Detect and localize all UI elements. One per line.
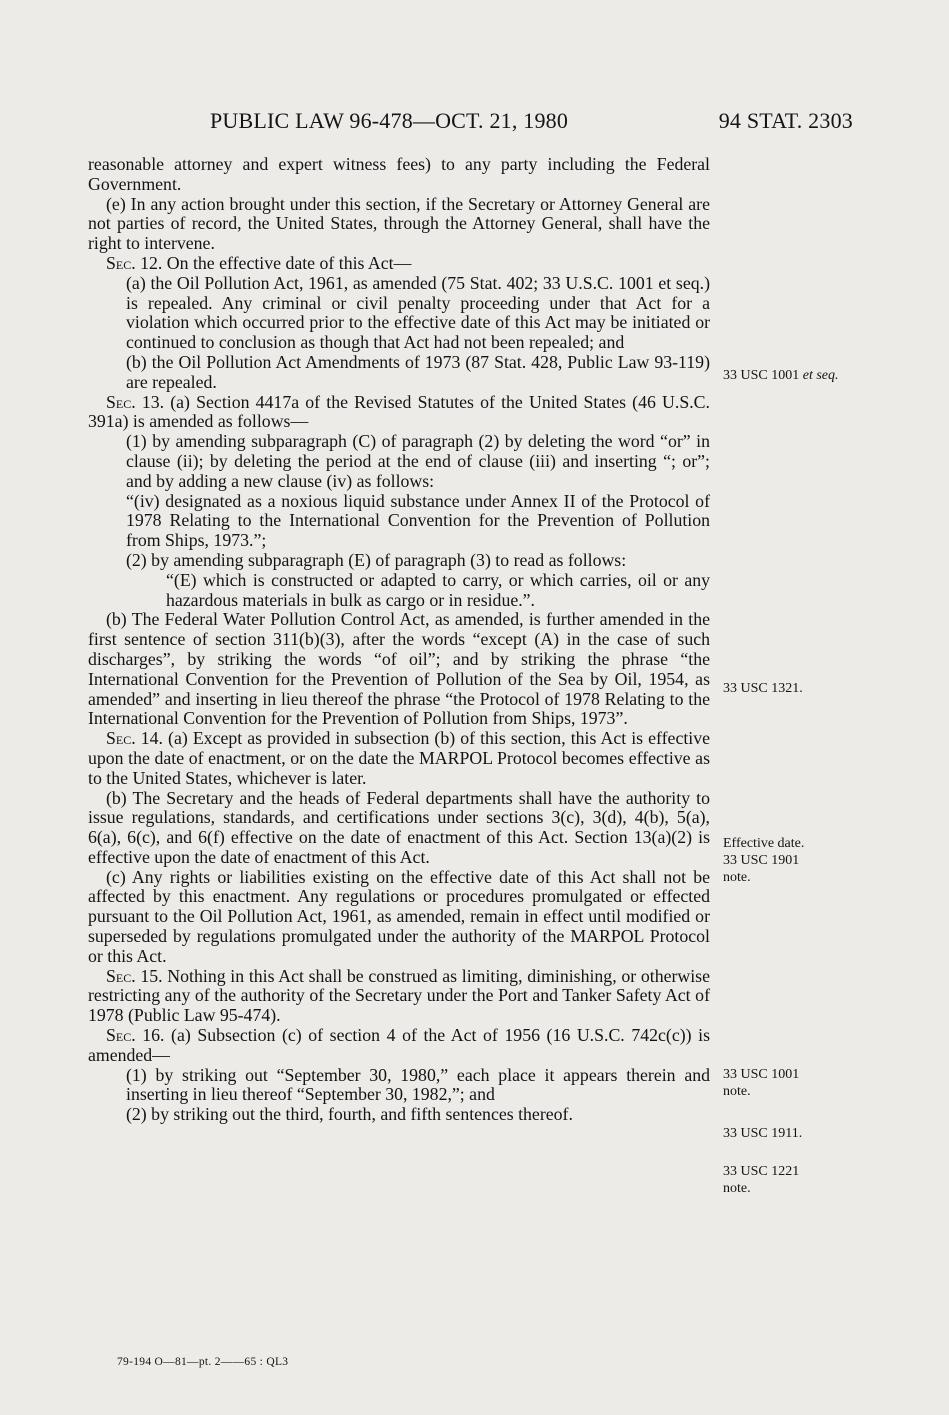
margin-note: 33 USC 1001 note. xyxy=(723,1067,800,1099)
statute-page-number: 94 STAT. 2303 xyxy=(718,108,853,133)
body-text xyxy=(88,155,710,1125)
print-footer: 79-194 O—81—pt. 2——65 : QL3 xyxy=(117,1356,289,1368)
paragraph: (2) by striking out the third, fourth, and fifth sentences thereof. xyxy=(126,1104,573,1125)
paragraph: (a) the Oil Pollution Act, 1961, as amended (75 Stat. 402; 33 U.S.C. 1001 et seq.) is repealed. Any criminal or civil penalty proceeding under that Act for a violation which occurred prior to the effective date of this Act may be initiated or continued to conclusion as though that Act had not been repealed; and xyxy=(126,272,710,353)
margin-note: 33 USC 1221 note. xyxy=(723,1164,800,1196)
section-heading: Sec. 12. On the effective date of this Act— xyxy=(106,252,412,273)
running-title: PUBLIC LAW 96-478—OCT. 21, 1980 xyxy=(210,108,569,133)
margin-note: Effective date. xyxy=(723,836,805,851)
paragraph: (c) Any rights or liabilities existing on the effective date of this Act shall not be affected by this enactment. Any regulations or procedures promulgated or effected pursuant to the Oil Pollution Act, 1961, as amended, remain in effect until modified or superseded by regulations promulgated under the authority of the MARPOL Protocol or this Act. xyxy=(88,866,710,966)
margin-note: 33 USC 1001 et seq. xyxy=(723,368,839,383)
quoted-clause: “(iv) designated as a noxious liquid substance under Annex II of the Protocol of 1978 Relating to the International Convention for the Prevention of Pollution from Ships, 1973.”; xyxy=(126,490,710,551)
section-heading: Sec. 15. Nothing in this Act shall be construed as limiting, diminishing, or otherwise restricting any of the authority of the Secretary under the Port and Tanker Safety Act of 1978 (Public Law 95-474). xyxy=(88,965,710,1026)
quoted-clause: “(E) which is constructed or adapted to carry, or which carries, oil or any hazardous materials in bulk as cargo or in residue.”. xyxy=(166,569,710,610)
section-heading: Sec. 14. (a) Except as provided in subsection (b) of this section, this Act is effective upon the date of enactment, or on the date the MARPOL Protocol becomes effective as to the United States, whichever is later. xyxy=(88,728,710,788)
section-heading: Sec. 13. (a) Section 4417a of the Revised Statutes of the United States (46 U.S.C. 391a) is amended as follows— xyxy=(88,391,710,432)
margin-note: 33 USC 1901 note. xyxy=(723,853,800,885)
page-header xyxy=(210,108,853,134)
paragraph: (1) by amending subparagraph (C) of paragraph (2) by deleting the word “or” in clause (ii); by deleting the period at the end of clause (iii) and inserting “; or”; and by adding a new clause (iv) as follows: xyxy=(126,431,710,491)
paragraph: (e) In any action brought under this section, if the Secretary or Attorney General are not parties of record, the United States, through the Attorney General, shall have the right to intervene. xyxy=(88,193,710,254)
paragraph: reasonable attorney and expert witness fees) to any party including the Federal Government. xyxy=(88,154,710,194)
margin-note: 33 USC 1321. xyxy=(723,681,803,696)
paragraph: (2) by amending subparagraph (E) of paragraph (3) to read as follows: xyxy=(126,549,627,570)
paragraph: (1) by striking out “September 30, 1980,” each place it appears therein and inserting in lieu thereof “September 30, 1982,”; and xyxy=(126,1064,710,1105)
paragraph: (b) The Federal Water Pollution Control Act, as amended, is further amended in the first sentence of section 311(b)(3), after the words “except (A) in the case of such discharges”, by striking the words “of oil”; and by striking the phrase “the International Convention for the Prevention of Pollution of the Sea by Oil, 1954, as amended” and inserting in lieu thereof the phrase “the Protocol of 1978 Relating to the International Convention for the Prevention of Pollution from Ships, 1973”. xyxy=(88,609,710,729)
margin-note: 33 USC 1911. xyxy=(723,1126,803,1141)
paragraph: (b) The Secretary and the heads of Federal departments shall have the authority to issue regulations, standards, and certifications under sections 3(c), 3(d), 4(b), 5(a), 6(a), 6(c), and 6(f) effective on the date of enactment of this Act. Section 13(a)(2) is effective upon the date of enactment of this Act. xyxy=(88,787,710,867)
section-heading: Sec. 16. (a) Subsection (c) of section 4 of the Act of 1956 (16 U.S.C. 742c(c)) is amended— xyxy=(88,1025,710,1065)
paragraph: (b) the Oil Pollution Act Amendments of 1973 (87 Stat. 428, Public Law 93-119) are repealed. xyxy=(126,351,710,392)
